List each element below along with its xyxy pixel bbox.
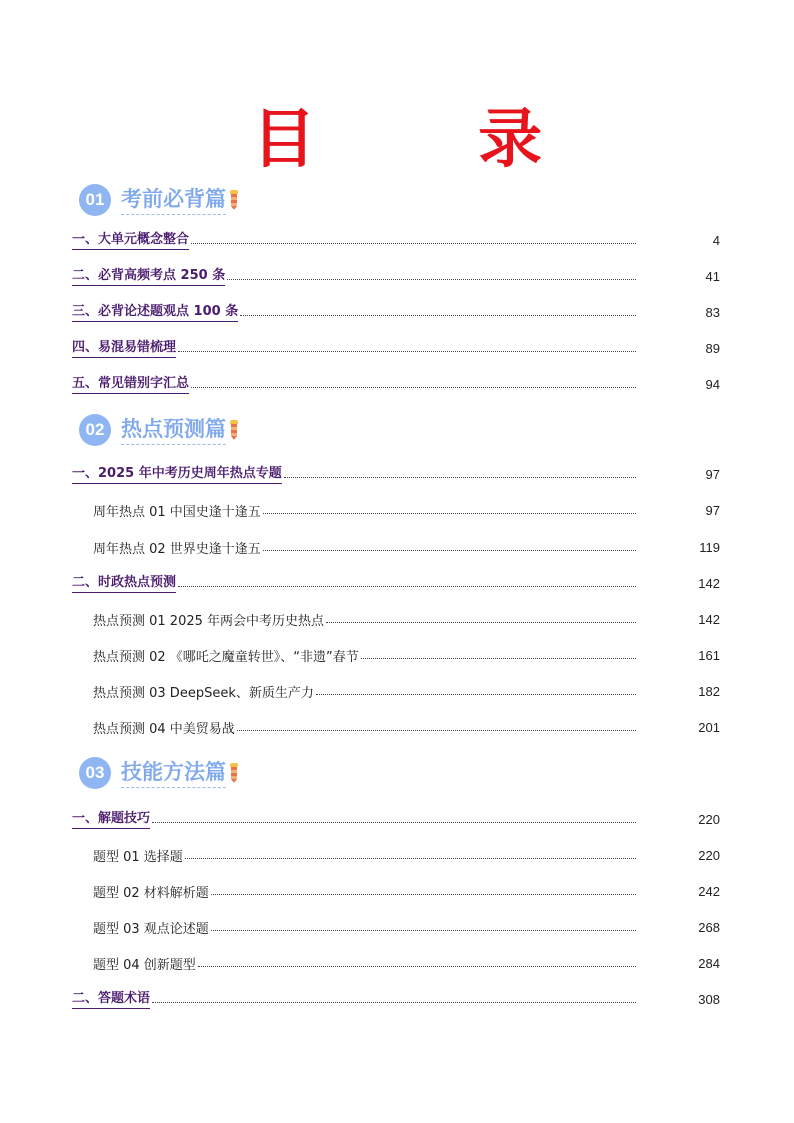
dot-leader <box>316 694 636 695</box>
dot-leader <box>191 243 636 244</box>
section-title: 考前必背篇 <box>121 185 226 215</box>
toc-entry-page: 161 <box>698 647 720 663</box>
toc-entry-page: 308 <box>698 991 720 1007</box>
section-number-badge: 01 <box>79 184 111 216</box>
dot-leader <box>211 930 636 931</box>
toc-entry-page: 4 <box>712 232 720 248</box>
toc-entry[interactable] <box>72 463 720 485</box>
dot-leader <box>240 315 636 316</box>
toc-entry-label: 五、常见错别字汇总 <box>72 375 189 394</box>
pencil-icon <box>230 420 238 440</box>
toc-subentry[interactable] <box>93 916 720 938</box>
dot-leader <box>191 387 636 388</box>
toc-entry-label: 热点预测 03 DeepSeek、新质生产力 <box>93 685 314 701</box>
dot-leader <box>361 658 636 659</box>
toc-subentry[interactable] <box>93 499 720 521</box>
toc-entry-label: 一、解题技巧 <box>72 810 150 829</box>
pencil-icon <box>230 190 238 210</box>
toc-subentry[interactable] <box>93 608 720 630</box>
toc-subentry[interactable] <box>93 644 720 666</box>
dot-leader <box>178 586 636 587</box>
section-title: 技能方法篇 <box>121 758 226 788</box>
toc-subentry[interactable] <box>93 680 720 702</box>
dot-leader <box>326 622 636 623</box>
dot-leader <box>178 351 636 352</box>
dot-leader <box>185 858 636 859</box>
toc-entry-label: 热点预测 01 2025 年两会中考历史热点 <box>93 613 325 629</box>
toc-entry-label: 周年热点 02 世界史逢十逢五 <box>93 541 261 557</box>
section-header-02 <box>79 413 238 447</box>
section-title: 热点预测篇 <box>121 415 226 445</box>
toc-entry-page: 119 <box>699 539 720 555</box>
toc-subentry[interactable] <box>93 844 720 866</box>
dot-leader <box>227 279 636 280</box>
section-number-badge: 03 <box>79 757 111 789</box>
toc-entry-label: 题型 03 观点论述题 <box>93 921 209 937</box>
section-header-01 <box>79 183 238 217</box>
toc-subentry[interactable] <box>93 952 720 974</box>
toc-subentry[interactable] <box>93 880 720 902</box>
toc-entry-page: 142 <box>698 611 720 627</box>
toc-entry[interactable] <box>72 572 720 594</box>
dot-leader <box>284 477 636 478</box>
toc-entry[interactable] <box>72 265 720 287</box>
toc-entry-label: 热点预测 04 中美贸易战 <box>93 721 235 737</box>
toc-entry-label: 题型 02 材料解析题 <box>93 885 209 901</box>
toc-entry-page: 242 <box>698 883 720 899</box>
dot-leader <box>152 822 636 823</box>
toc-entry-label: 周年热点 01 中国史逢十逢五 <box>93 504 261 520</box>
toc-entry-label: 题型 04 创新题型 <box>93 957 196 973</box>
toc-entry[interactable] <box>72 808 720 830</box>
toc-entry-label: 二、时政热点预测 <box>72 574 176 593</box>
dot-leader <box>211 894 636 895</box>
toc-entry-page: 220 <box>698 811 720 827</box>
page-title: 目 录 <box>251 102 613 177</box>
toc-entry[interactable] <box>72 301 720 323</box>
toc-entry[interactable] <box>72 229 720 251</box>
toc-entry-page: 201 <box>698 719 720 735</box>
pencil-icon <box>230 763 238 783</box>
toc-entry-label: 一、大单元概念整合 <box>72 231 189 250</box>
toc-entry[interactable] <box>72 988 720 1010</box>
toc-entry[interactable] <box>72 337 720 359</box>
section-header-03 <box>79 756 238 790</box>
toc-entry-page: 94 <box>705 376 720 392</box>
toc-entry-label: 四、易混易错梳理 <box>72 339 176 358</box>
toc-entry-page: 97 <box>705 502 720 518</box>
toc-entry-page: 268 <box>698 919 720 935</box>
dot-leader <box>237 730 636 731</box>
toc-entry-label: 一、2025 年中考历史周年热点专题 <box>72 465 282 484</box>
toc-entry[interactable] <box>72 373 720 395</box>
toc-subentry[interactable] <box>93 536 720 558</box>
toc-entry-page: 89 <box>705 340 720 356</box>
toc-entry-page: 97 <box>705 466 720 482</box>
toc-entry-label: 题型 01 选择题 <box>93 849 183 865</box>
dot-leader <box>152 1002 636 1003</box>
toc-entry-label: 热点预测 02 《哪吒之魔童转世》、“非遗”春节 <box>93 649 359 665</box>
dot-leader <box>198 966 636 967</box>
toc-entry-label: 二、必背高频考点 250 条 <box>72 267 225 286</box>
toc-entry-page: 83 <box>705 304 720 320</box>
toc-entry-page: 41 <box>705 268 720 284</box>
toc-entry-page: 284 <box>698 955 720 971</box>
toc-subentry[interactable] <box>93 716 720 738</box>
toc-entry-page: 220 <box>698 847 720 863</box>
section-number-badge: 02 <box>79 414 111 446</box>
dot-leader <box>263 550 636 551</box>
toc-entry-page: 182 <box>698 683 720 699</box>
toc-entry-label: 二、答题术语 <box>72 990 150 1009</box>
toc-entry-label: 三、必背论述题观点 100 条 <box>72 303 238 322</box>
dot-leader <box>263 513 636 514</box>
toc-entry-page: 142 <box>698 575 720 591</box>
